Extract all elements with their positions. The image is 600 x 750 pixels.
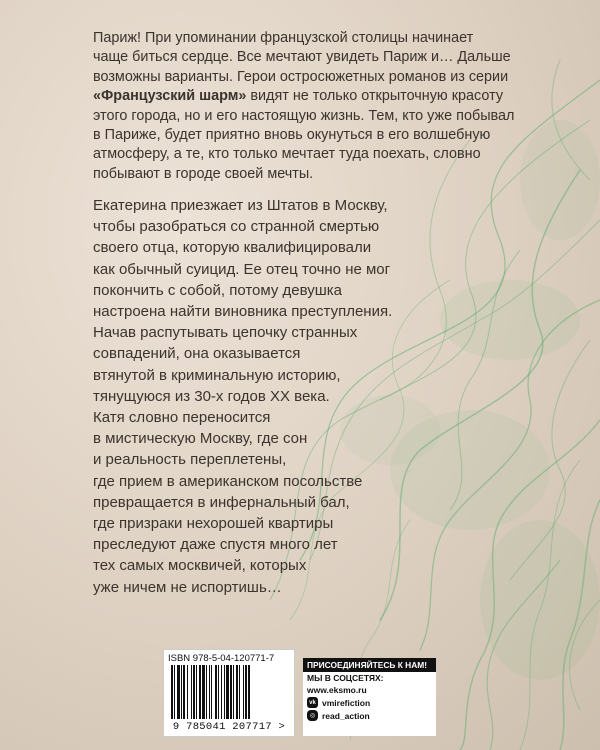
join-us-banner: ПРИСОЕДИНЯЙТЕСЬ К НАМ!: [303, 658, 436, 672]
barcode-digits: 9 785041 207717 >: [172, 721, 286, 733]
vk-icon: vk: [307, 697, 318, 708]
synopsis-line: где призраки нехорошей квартиры: [93, 515, 334, 533]
intro-paragraph: [93, 29, 543, 184]
synopsis-line: и реальность переплетены,: [93, 451, 287, 469]
intro-line: побывают в городе своей мечты.: [93, 165, 314, 182]
synopsis-line: совпадений, она оказывается: [93, 345, 301, 363]
synopsis-line: настроена найти виновника преступления.: [93, 303, 393, 321]
intro-line: возможны варианты. Герои остросюжетных романов из серии: [93, 68, 509, 85]
intro-line: Париж! При упоминании французской столицы начинает: [93, 30, 474, 46]
instagram-icon: ◎: [307, 710, 318, 721]
synopsis-line: Екатерина приезжает из Штатов в Москву,: [93, 197, 388, 214]
series-name: «Французский шарм»: [93, 88, 247, 105]
intro-line-series: [93, 87, 543, 106]
synopsis-line: в мистическую Москву, где сон: [93, 430, 308, 448]
intro-line: чаще биться сердце. Все мечтают увидеть Париж и… Дальше: [93, 49, 511, 66]
vk-handle: vmirefiction: [322, 697, 371, 708]
isbn-label: ISBN 978-5-04-120771-7: [168, 653, 275, 664]
vk-link-row[interactable]: [303, 696, 436, 709]
instagram-link-row[interactable]: [303, 709, 436, 722]
social-heading: МЫ В СОЦСЕТЯХ:: [307, 673, 384, 683]
intro-line: атмосферу, а те, кто только мечтает туда поехать, словно: [93, 146, 481, 163]
synopsis-line: где прием в американском посольстве: [93, 472, 363, 490]
synopsis-line: как обычный суицид. Ее отец точно не мог: [93, 260, 391, 278]
synopsis-line: чтобы разобраться со странной смертью: [93, 218, 380, 236]
synopsis-line: покончить с собой, потому девушка: [93, 281, 343, 299]
instagram-handle: read_action: [322, 710, 370, 721]
website-link[interactable]: www.eksmo.ru: [307, 685, 367, 695]
synopsis-line: тянущуюся из 30-х годов XX века.: [93, 387, 330, 405]
synopsis-line: тех самых москвичей, которых: [93, 557, 307, 575]
intro-line: этого города, но и его настоящую жизнь. Тем, кто уже побывал: [93, 107, 515, 124]
synopsis-paragraph: [93, 195, 423, 598]
synopsis-line: своего отца, которую квалифицировали: [93, 239, 372, 257]
intro-line: в Париже, будет приятно вновь окунуться в его волшебную: [93, 127, 491, 144]
synopsis-line: уже ничем не испортишь…: [93, 578, 282, 596]
synopsis-line: Катя словно переносится: [93, 409, 271, 427]
barcode-icon: [167, 665, 291, 721]
synopsis-line: Начав распутывать цепочку странных: [93, 324, 358, 342]
isbn-barcode-box: [163, 649, 295, 737]
social-links-box: [303, 658, 436, 736]
synopsis-line: преследуют даже спустя много лет: [93, 536, 338, 554]
intro-line-rest: видят не только открыточную красоту: [246, 88, 504, 105]
synopsis-line: втянутой в криминальную историю,: [93, 366, 341, 384]
synopsis-line: превращается в инфернальный бал,: [93, 493, 350, 511]
